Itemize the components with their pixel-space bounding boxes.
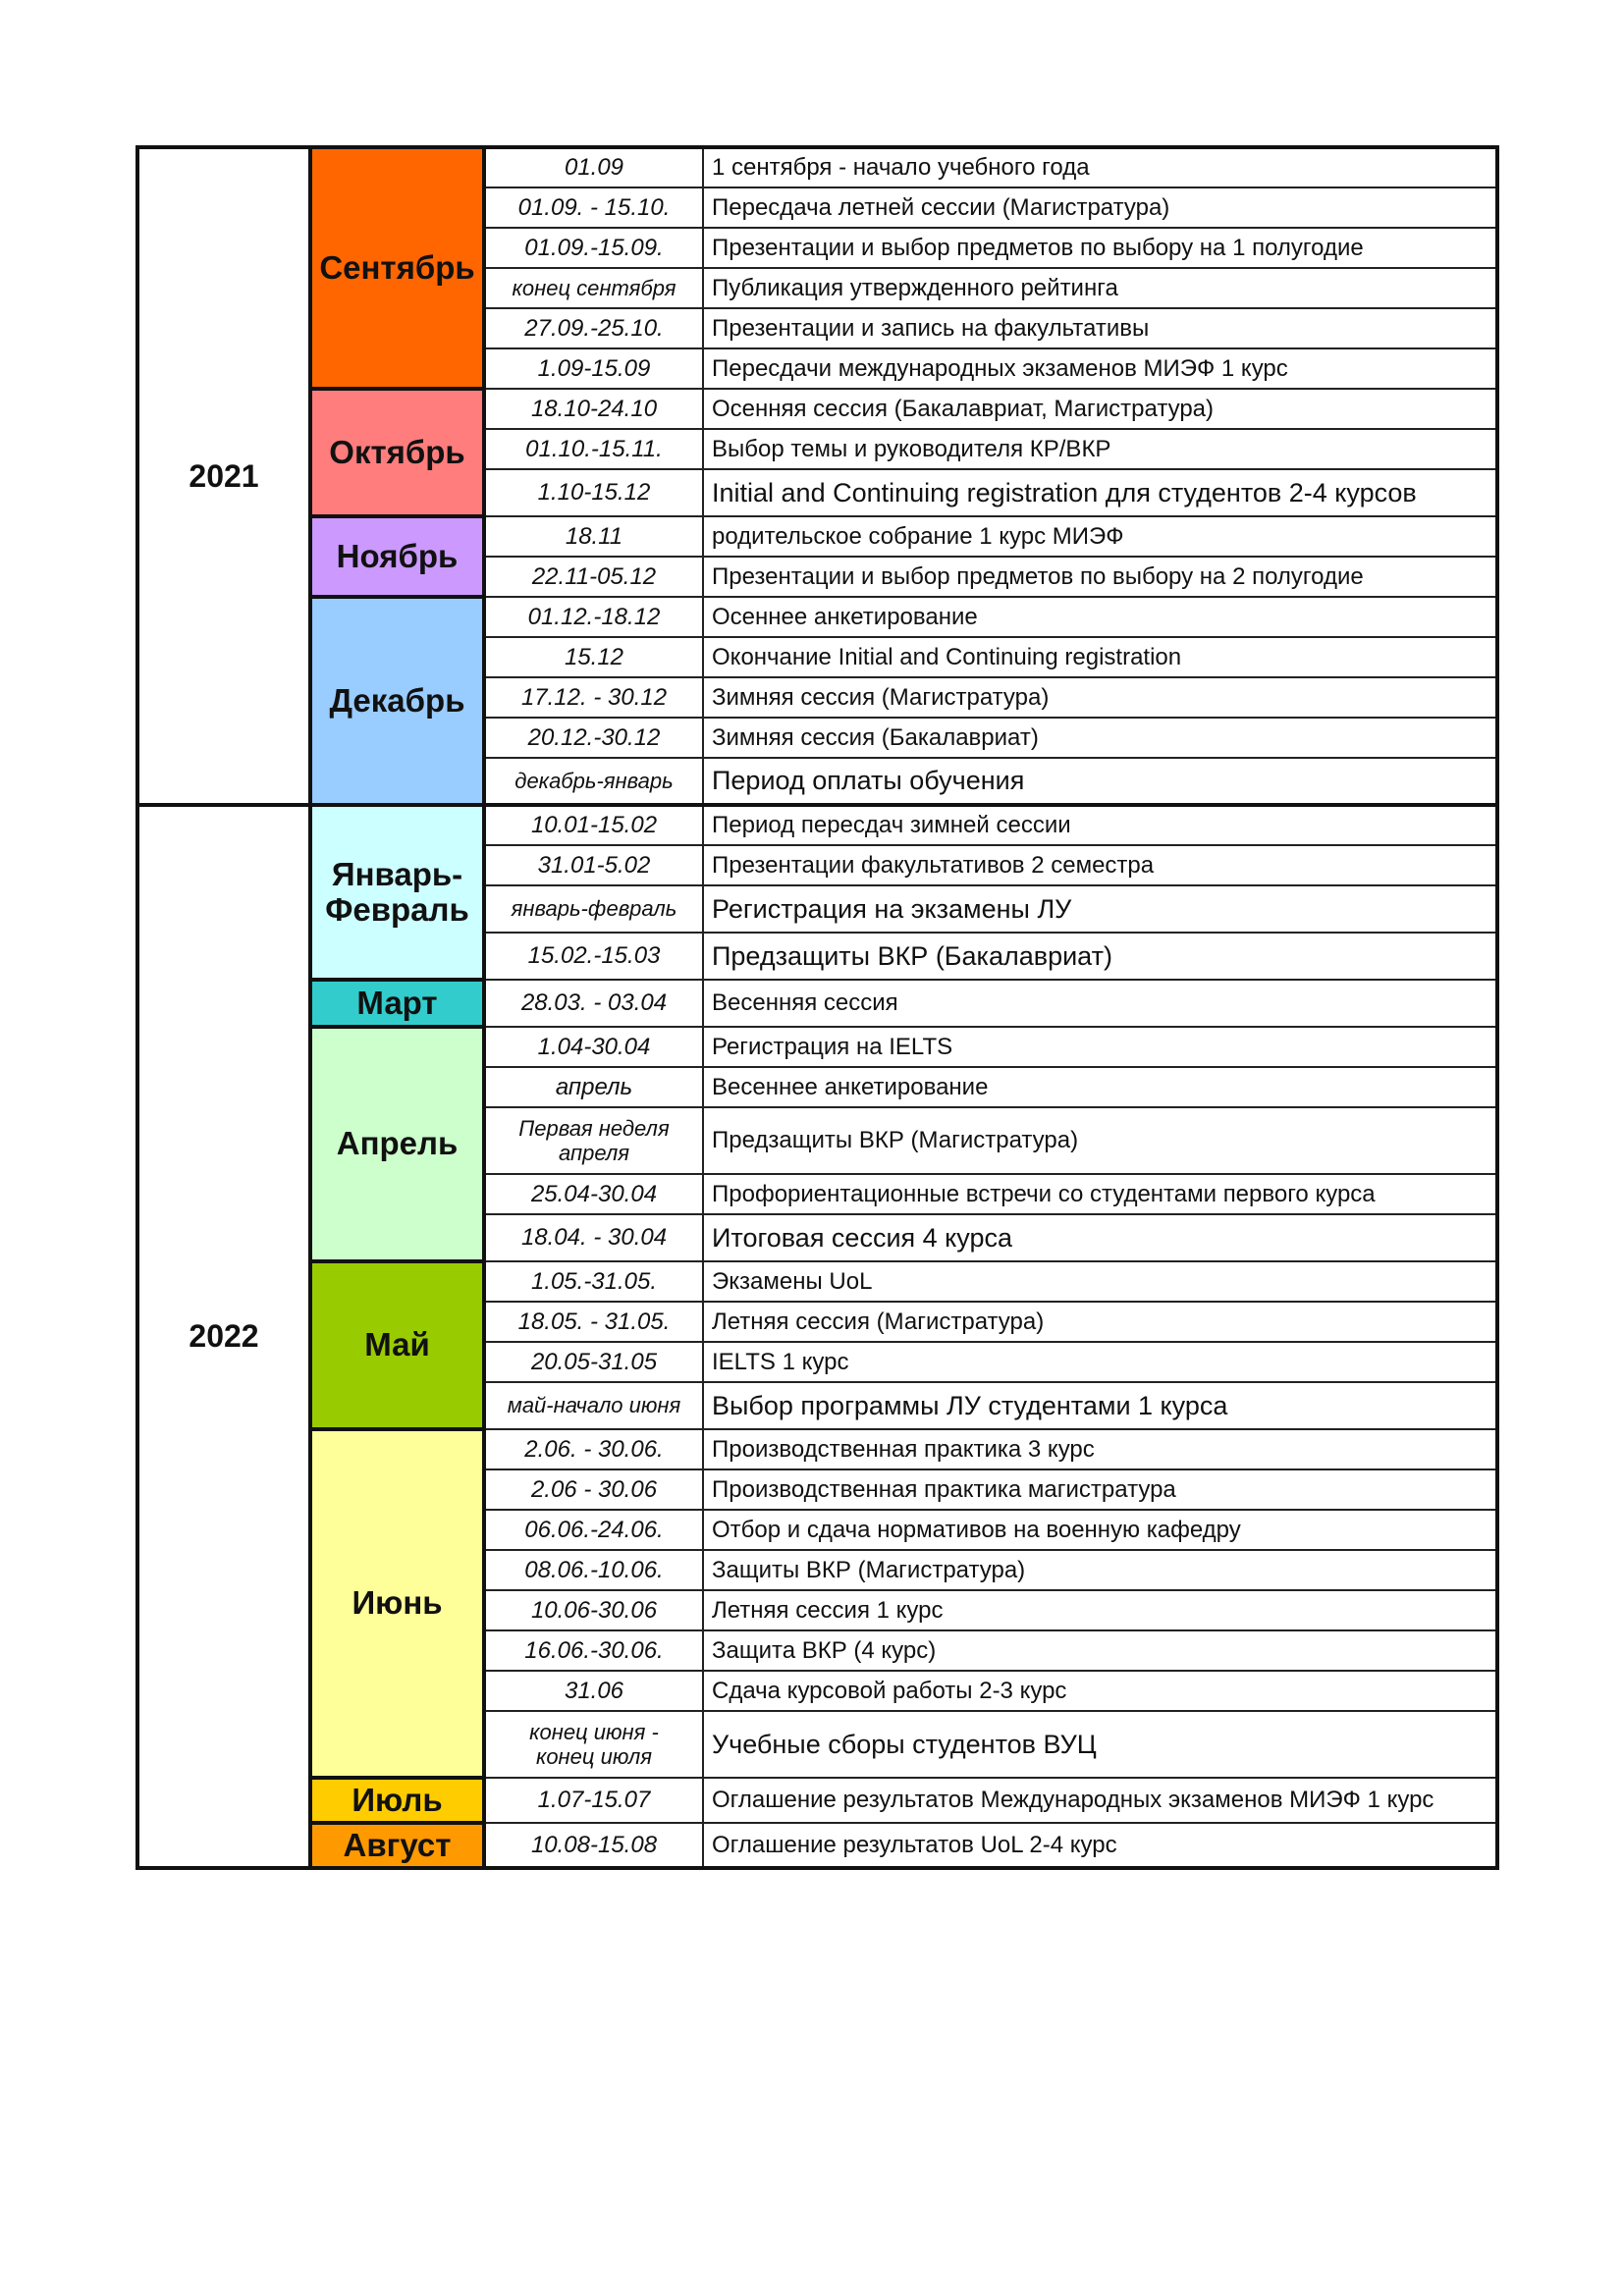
event-cell: Летняя сессия (Магистратура)	[703, 1302, 1497, 1342]
event-cell: Отбор и сдача нормативов на военную кафедру	[703, 1510, 1497, 1550]
month-cell	[310, 1027, 484, 1261]
event-cell: Учебные сборы студентов ВУЦ	[703, 1711, 1497, 1778]
event-cell: Период пересдач зимней сессии	[703, 805, 1497, 845]
date-cell: 1.09-15.09	[484, 348, 703, 389]
date-cell: 01.12.-18.12	[484, 597, 703, 637]
event-cell: Предзащиты ВКР (Магистратура)	[703, 1107, 1497, 1174]
event-cell: Производственная практика магистратура	[703, 1469, 1497, 1510]
date-cell: конец июня - конец июля	[484, 1711, 703, 1778]
date-cell: 01.09.-15.09.	[484, 228, 703, 268]
event-cell: Защита ВКР (4 курс)	[703, 1630, 1497, 1671]
table-row	[137, 1027, 1497, 1067]
month-cell	[310, 147, 484, 389]
date-cell: 18.05. - 31.05.	[484, 1302, 703, 1342]
table-row	[137, 516, 1497, 557]
table-row	[137, 389, 1497, 429]
event-cell: Экзамены UoL	[703, 1261, 1497, 1302]
date-cell: 01.09	[484, 147, 703, 187]
date-cell: 2.06. - 30.06.	[484, 1429, 703, 1469]
table-row	[137, 1823, 1497, 1868]
event-cell: Оглашение результатов Международных экзаменов МИЭФ 1 курс	[703, 1778, 1497, 1823]
date-cell: 16.06.-30.06.	[484, 1630, 703, 1671]
event-cell: Летняя сессия 1 курс	[703, 1590, 1497, 1630]
month-label: Сентябрь	[319, 248, 475, 286]
month-cell	[310, 1823, 484, 1868]
date-cell: январь-февраль	[484, 885, 703, 933]
date-cell: 08.06.-10.06.	[484, 1550, 703, 1590]
date-cell: 01.10.-15.11.	[484, 429, 703, 469]
date-cell: апрель	[484, 1067, 703, 1107]
event-cell: Презентации факультативов 2 семестра	[703, 845, 1497, 885]
event-cell: Презентации и запись на факультативы	[703, 308, 1497, 348]
event-cell: родительское собрание 1 курс МИЭФ	[703, 516, 1497, 557]
date-cell: 15.02.-15.03	[484, 933, 703, 980]
date-cell: 25.04-30.04	[484, 1174, 703, 1214]
month-label: Июнь	[352, 1584, 443, 1622]
event-cell: Регистрация на IELTS	[703, 1027, 1497, 1067]
date-cell: 06.06.-24.06.	[484, 1510, 703, 1550]
month-cell	[310, 516, 484, 597]
date-cell: 20.05-31.05	[484, 1342, 703, 1382]
academic-calendar-table	[135, 145, 1499, 1870]
month-cell	[310, 1778, 484, 1823]
date-cell: 1.04-30.04	[484, 1027, 703, 1067]
date-cell: 18.04. - 30.04	[484, 1214, 703, 1261]
event-cell: IELTS 1 курс	[703, 1342, 1497, 1382]
date-cell: 2.06 - 30.06	[484, 1469, 703, 1510]
date-cell: 1.05.-31.05.	[484, 1261, 703, 1302]
month-label: Декабрь	[329, 681, 465, 719]
date-cell: 22.11-05.12	[484, 557, 703, 597]
month-label: Март	[356, 984, 438, 1021]
event-cell: Итоговая сессия 4 курса	[703, 1214, 1497, 1261]
table-row	[137, 980, 1497, 1027]
event-cell: Период оплаты обучения	[703, 758, 1497, 805]
date-cell: 18.10-24.10	[484, 389, 703, 429]
event-cell: Осенняя сессия (Бакалавриат, Магистратура)	[703, 389, 1497, 429]
month-label: Ноябрь	[336, 537, 459, 574]
date-cell: 18.11	[484, 516, 703, 557]
event-cell: Весенняя сессия	[703, 980, 1497, 1027]
event-cell: Осеннее анкетирование	[703, 597, 1497, 637]
month-label: Апрель	[336, 1125, 459, 1162]
event-cell: Окончание Initial and Continuing registration	[703, 637, 1497, 677]
date-cell: 20.12.-30.12	[484, 718, 703, 758]
event-cell: Выбор программы ЛУ студентами 1 курса	[703, 1382, 1497, 1429]
month-cell	[310, 805, 484, 980]
date-cell: конец сентября	[484, 268, 703, 308]
date-cell: 31.01-5.02	[484, 845, 703, 885]
year-cell: 2022	[137, 805, 310, 1868]
date-cell: Первая неделя апреля	[484, 1107, 703, 1174]
month-cell	[310, 980, 484, 1027]
event-cell: Выбор темы и руководителя КР/ВКР	[703, 429, 1497, 469]
date-cell: май-начало июня	[484, 1382, 703, 1429]
table-row	[137, 805, 1497, 845]
event-cell: Производственная практика 3 курс	[703, 1429, 1497, 1469]
table-row	[137, 1429, 1497, 1469]
event-cell: Initial and Continuing registration для студентов 2-4 курсов	[703, 469, 1497, 516]
table-row	[137, 147, 1497, 187]
year-cell: 2021	[137, 147, 310, 805]
date-cell: 1.07-15.07	[484, 1778, 703, 1823]
month-cell	[310, 389, 484, 516]
event-cell: Весеннее анкетирование	[703, 1067, 1497, 1107]
month-cell	[310, 1261, 484, 1429]
event-cell: Пересдачи международных экзаменов МИЭФ 1 курс	[703, 348, 1497, 389]
date-cell: 17.12. - 30.12	[484, 677, 703, 718]
event-cell: Зимняя сессия (Магистратура)	[703, 677, 1497, 718]
event-cell: 1 сентября - начало учебного года	[703, 147, 1497, 187]
date-cell: 27.09.-25.10.	[484, 308, 703, 348]
month-label: Июль	[352, 1781, 443, 1818]
event-cell: Пересдача летней сессии (Магистратура)	[703, 187, 1497, 228]
event-cell: Презентации и выбор предметов по выбору на 1 полугодие	[703, 228, 1497, 268]
event-cell: Оглашение результатов UoL 2-4 курс	[703, 1823, 1497, 1868]
month-label: Январь- Февраль	[325, 855, 469, 928]
month-cell	[310, 597, 484, 805]
event-cell: Защиты ВКР (Магистратура)	[703, 1550, 1497, 1590]
month-label: Октябрь	[329, 433, 465, 470]
year-block-2022	[137, 805, 1497, 1868]
event-cell: Регистрация на экзамены ЛУ	[703, 885, 1497, 933]
event-cell: Предзащиты ВКР (Бакалавриат)	[703, 933, 1497, 980]
date-cell: 15.12	[484, 637, 703, 677]
event-cell: Презентации и выбор предметов по выбору на 2 полугодие	[703, 557, 1497, 597]
event-cell: Зимняя сессия (Бакалавриат)	[703, 718, 1497, 758]
event-cell: Сдача курсовой работы 2-3 курс	[703, 1671, 1497, 1711]
date-cell: декабрь-январь	[484, 758, 703, 805]
event-cell: Профориентационные встречи со студентами первого курса	[703, 1174, 1497, 1214]
date-cell: 28.03. - 03.04	[484, 980, 703, 1027]
date-cell: 31.06	[484, 1671, 703, 1711]
month-label: Август	[343, 1826, 452, 1863]
event-cell: Публикация утвержденного рейтинга	[703, 268, 1497, 308]
date-cell: 01.09. - 15.10.	[484, 187, 703, 228]
year-block-2021	[137, 147, 1497, 805]
month-label: Май	[364, 1326, 430, 1363]
date-cell: 10.06-30.06	[484, 1590, 703, 1630]
table-row	[137, 1778, 1497, 1823]
date-cell: 10.01-15.02	[484, 805, 703, 845]
date-cell: 1.10-15.12	[484, 469, 703, 516]
table-row	[137, 597, 1497, 637]
month-cell	[310, 1429, 484, 1778]
date-cell: 10.08-15.08	[484, 1823, 703, 1868]
table-row	[137, 1261, 1497, 1302]
